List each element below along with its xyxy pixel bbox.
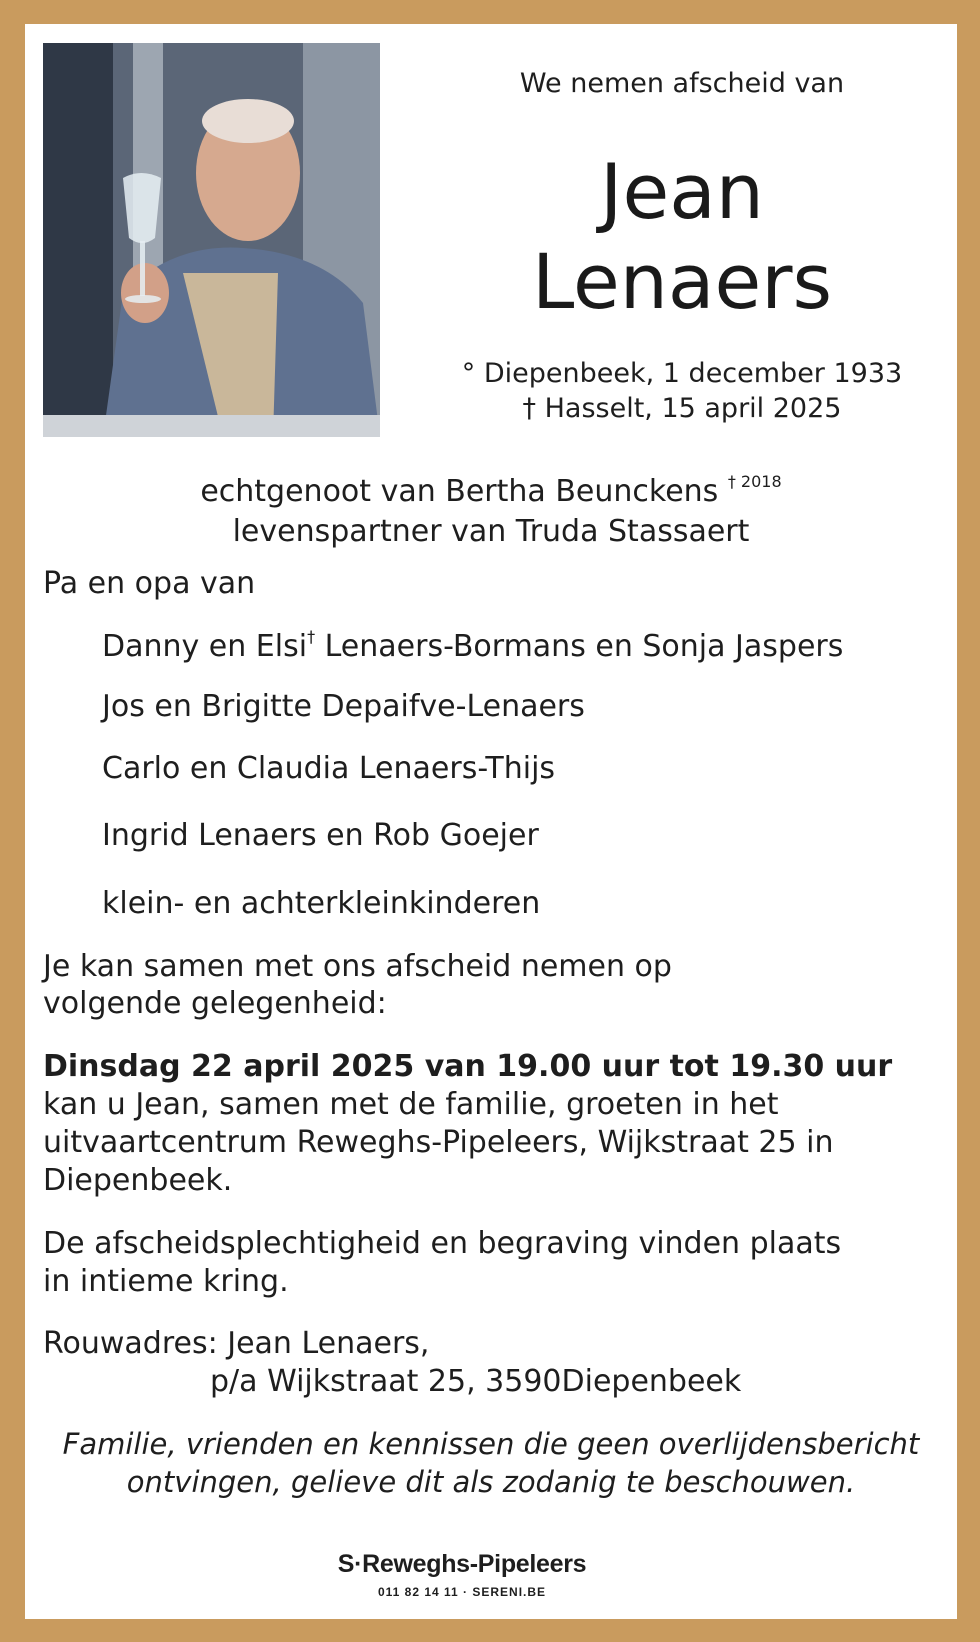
spouse-text: echtgenoot van Bertha Beunckens: [200, 474, 719, 509]
intro-text: We nemen afscheid van: [519, 68, 845, 99]
family-line-1-surnames: Lenaers-Bormans en Sonja Jaspers: [315, 629, 844, 664]
family-line-3: Carlo en Claudia Lenaers-Thijs: [102, 751, 556, 786]
portrait-photo: [43, 43, 380, 437]
mourning-address-1: Rouwadres: Jean Lenaers,: [43, 1326, 430, 1361]
ceremony-line-1: De afscheidsplechtigheid en begraving vinden plaats: [43, 1226, 842, 1261]
funeral-home-contact: 011 82 14 11 · SERENI.BE: [377, 1585, 547, 1599]
ceremony-line-2: in intieme kring.: [43, 1264, 289, 1299]
notice-line-1: Familie, vrienden en kennissen die geen overlijdensbericht: [62, 1427, 920, 1461]
visitation-place-1: kan u Jean, samen met de familie, groeten in het: [43, 1087, 779, 1122]
death-info: † Hasselt, 15 april 2025: [522, 393, 842, 424]
family-line-5: klein- en achterkleinkinderen: [102, 886, 541, 921]
spouse-line: [43, 472, 939, 509]
family-line-2: Jos en Brigitte Depaifve-Lenaers: [102, 689, 585, 724]
deceased-first-name: Jean: [600, 147, 764, 236]
spouse-death-note: † 2018: [727, 472, 782, 491]
mourning-address-2: p/a Wijkstraat 25, 3590Diepenbeek: [210, 1364, 742, 1399]
family-heading: Pa en opa van: [43, 566, 256, 601]
visitation-time: Dinsdag 22 april 2025 van 19.00 uur tot 19.30 uur: [43, 1049, 893, 1084]
farewell-intro-2: volgende gelegenheid:: [43, 986, 387, 1021]
farewell-intro-1: Je kan samen met ons afscheid nemen op: [43, 949, 672, 984]
visitation-place-3: Diepenbeek.: [43, 1163, 233, 1198]
notice-line-2: ontvingen, gelieve dit als zodanig te beschouwen.: [126, 1465, 856, 1499]
family-line-1-names: Danny en Elsi: [102, 629, 308, 664]
obituary-card: [25, 24, 957, 1619]
deceased-mark: †: [307, 627, 316, 646]
partner-line: levenspartner van Truda Stassaert: [232, 514, 750, 549]
birth-info: ° Diepenbeek, 1 december 1933: [461, 358, 903, 389]
visitation-place-2: uitvaartcentrum Reweghs-Pipeleers, Wijkstraat 25 in: [43, 1125, 834, 1160]
family-line-1: [102, 627, 843, 664]
funeral-home-name: S·Reweghs-Pipeleers: [337, 1550, 587, 1578]
funeral-home-logo: [312, 1548, 612, 1618]
family-line-4: Ingrid Lenaers en Rob Goejer: [102, 818, 539, 853]
deceased-last-name: Lenaers: [531, 237, 833, 326]
